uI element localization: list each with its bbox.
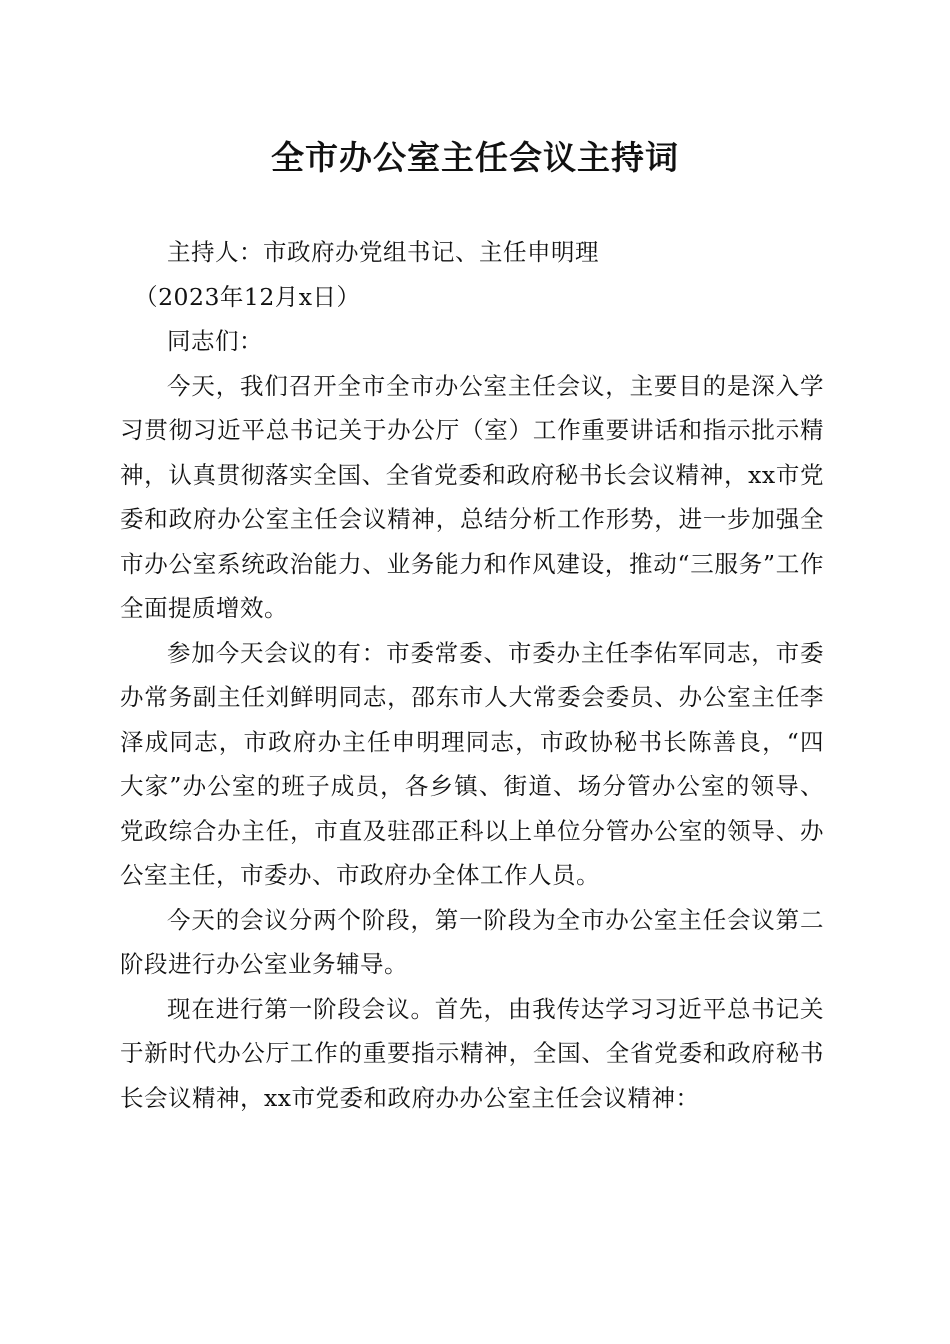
salutation: 同志们： xyxy=(167,327,263,355)
date-line: （2023年12月x日） xyxy=(134,282,361,311)
paragraph-agenda: 今天的会议分两个阶段，第一阶段为全市办公室主任会议第二阶段进行办公室业务辅导。 xyxy=(120,905,824,978)
paragraph-first-stage: 现在进行第一阶段会议。首先，由我传达学习习近平总书记关于新时代办公厅工作的重要指示精神，全国、全省党委和政府秘书长会议精神，xx市党委和政府办办公室主任会议精神： xyxy=(120,994,824,1112)
page-title: 全市办公室主任会议主持词 xyxy=(271,138,679,177)
host-line: 主持人：市政府办党组书记、主任申明理 xyxy=(167,238,599,266)
document-body xyxy=(120,230,824,1120)
paragraph-attendees: 参加今天会议的有：市委常委、市委办主任李佑军同志，市委办常务副主任刘鲜明同志，邵东市人大常委会委员、办公室主任李泽成同志，市政府办主任申明理同志，市政协秘书长陈善良，“四大家”办公室的班子成员，各乡镇、街道、场分管办公室的领导、党政综合办主任，市直及驻邵正科以上单位分管办公室的领导、办公室主任，市委办、市政府办全体工作人员。 xyxy=(120,638,824,889)
paragraph-purpose: 今天，我们召开全市全市办公室主任会议，主要目的是深入学习贯彻习近平总书记关于办公厅（室）工作重要讲话和指示批示精神，认真贯彻落实全国、全省党委和政府秘书长会议精神，xx市党委和政府办公室主任会议精神，总结分析工作形势，进一步加强全市办公室系统政治能力、业务能力和作风建设，推动“三服务”工作全面提质增效。 xyxy=(120,371,824,622)
